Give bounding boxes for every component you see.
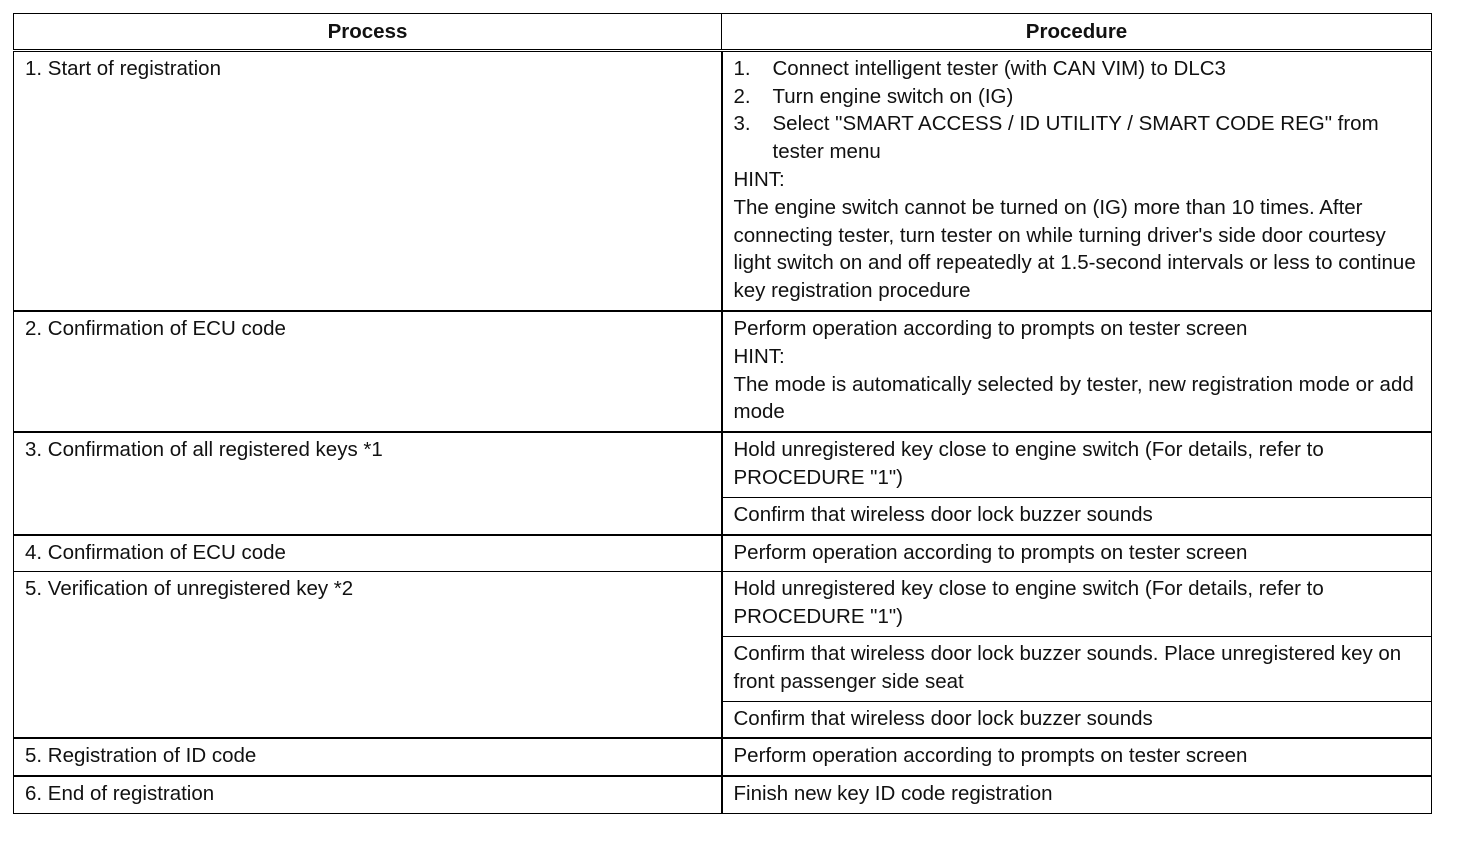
table-row xyxy=(14,572,1432,637)
hint-text: The mode is automatically selected by tester, new registration mode or add mode xyxy=(733,372,1414,424)
process-cell: 1. Start of registration xyxy=(14,50,722,311)
table-row xyxy=(14,50,1432,311)
procedure-text: Perform operation according to prompts on tester screen xyxy=(733,316,1248,340)
table-row xyxy=(14,432,1432,497)
procedure-table xyxy=(13,13,1432,814)
header-procedure: Procedure xyxy=(722,14,1432,51)
table-header-row xyxy=(14,14,1432,51)
process-cell: 5. Verification of unregistered key *2 xyxy=(14,572,722,738)
process-cell: 2. Confirmation of ECU code xyxy=(14,311,722,432)
process-cell: 5. Registration of ID code xyxy=(14,738,722,776)
procedure-cell xyxy=(722,50,1432,311)
table-row xyxy=(14,311,1432,432)
step-list xyxy=(734,55,1424,166)
step-item xyxy=(734,55,1424,83)
procedure-cell: Hold unregistered key close to engine switch (For details, refer to PROCEDURE "1") xyxy=(722,432,1432,497)
step-number: 3. xyxy=(733,112,751,136)
process-cell: 4. Confirmation of ECU code xyxy=(14,535,722,572)
table-row xyxy=(14,535,1432,572)
procedure-cell: Confirm that wireless door lock buzzer sounds xyxy=(722,701,1432,738)
procedure-cell: Finish new key ID code registration xyxy=(722,776,1432,813)
procedure-cell: Hold unregistered key close to engine switch (For details, refer to PROCEDURE "1") xyxy=(722,572,1432,637)
process-cell: 3. Confirmation of all registered keys *1 xyxy=(14,432,722,534)
document xyxy=(13,13,1431,814)
step-item xyxy=(734,110,1424,166)
procedure-cell: Confirm that wireless door lock buzzer sounds xyxy=(722,497,1432,534)
hint-label: HINT: xyxy=(733,344,785,368)
process-cell: 6. End of registration xyxy=(14,776,722,813)
step-number: 2. xyxy=(733,84,751,108)
step-text: Connect intelligent tester (with CAN VIM) to DLC3 xyxy=(772,56,1226,80)
procedure-cell: Perform operation according to prompts on tester screen xyxy=(722,535,1432,572)
table-row xyxy=(14,738,1432,776)
hint-text: The engine switch cannot be turned on (IG) more than 10 times. After connecting tester, turn tester on while turning driver's side door courtesy light switch on and off repeatedly at 1.5-second intervals or less to continue key registration procedure xyxy=(733,195,1416,303)
step-number: 1. xyxy=(733,56,751,80)
header-process: Process xyxy=(14,14,722,51)
procedure-cell: Confirm that wireless door lock buzzer sounds. Place unregistered key on front passenger side seat xyxy=(722,636,1432,701)
procedure-cell: Perform operation according to prompts on tester screen xyxy=(722,738,1432,776)
procedure-cell xyxy=(722,311,1432,432)
table-row xyxy=(14,776,1432,813)
step-item xyxy=(734,83,1424,111)
step-text: Turn engine switch on (IG) xyxy=(772,84,1014,108)
hint-label: HINT: xyxy=(733,167,785,191)
step-text: Select "SMART ACCESS / ID UTILITY / SMART CODE REG" from tester menu xyxy=(772,112,1379,164)
